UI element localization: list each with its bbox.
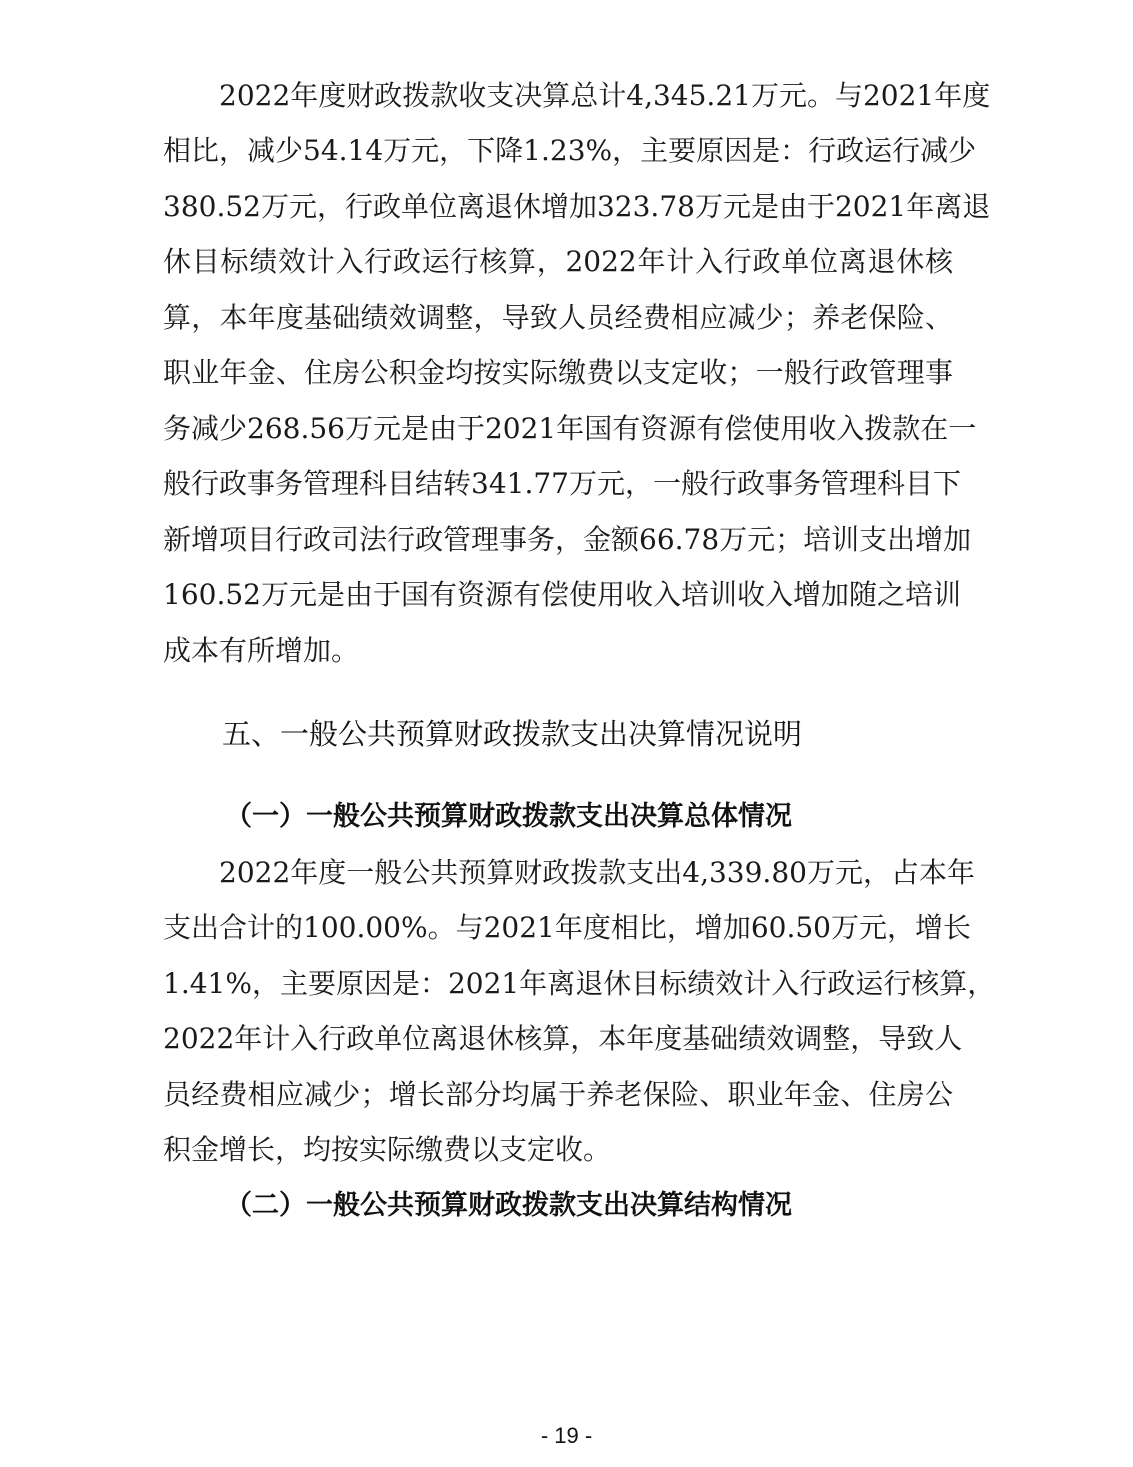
paragraph-2-line-3: 1.41%，主要原因是：2021年离退休目标绩效计入行政运行核算， — [163, 967, 996, 1000]
paragraph-2-line-1: 2022年度一般公共预算财政拨款支出4,339.80万元，占本年 — [219, 856, 975, 889]
paragraph-1-line-6: 职业年金、住房公积金均按实际缴费以支定收；一般行政管理事 — [163, 356, 953, 389]
paragraph-1-line-7: 务减少268.56万元是由于2021年国有资源有偿使用收入拨款在一 — [163, 412, 977, 445]
subsection-1-title: （一）一般公共预算财政拨款支出决算总体情况 — [225, 801, 792, 832]
paragraph-2-line-6: 积金增长，均按实际缴费以支定收。 — [163, 1133, 612, 1166]
paragraph-1-line-4: 休目标绩效计入行政运行核算，2022年计入行政单位离退休核 — [163, 245, 953, 278]
paragraph-2-line-2: 支出合计的100.00%。与2021年度相比，增加60.50万元，增长 — [163, 911, 971, 944]
paragraph-1-line-11: 成本有所增加。 — [163, 634, 360, 667]
paragraph-2-line-5: 员经费相应减少；增长部分均属于养老保险、职业年金、住房公 — [163, 1078, 953, 1111]
paragraph-1-line-2: 相比，减少54.14万元，下降1.23%，主要原因是：行政运行减少 — [163, 134, 977, 167]
paragraph-1-line-10: 160.52万元是由于国有资源有偿使用收入培训收入增加随之培训 — [163, 578, 961, 611]
page-number: - 19 - — [540, 1423, 593, 1448]
paragraph-1-line-1: 2022年度财政拨款收支决算总计4,345.21万元。与2021年度 — [219, 79, 991, 112]
paragraph-1-line-8: 般行政事务管理科目结转341.77万元，一般行政事务管理科目下 — [163, 467, 961, 500]
paragraph-1-line-9: 新增项目行政司法行政管理事务，金额66.78万元；培训支出增加 — [163, 523, 972, 556]
section-title: 五、一般公共预算财政拨款支出决算情况说明 — [222, 717, 803, 751]
subsection-2-title: （二）一般公共预算财政拨款支出决算结构情况 — [225, 1190, 792, 1221]
paragraph-1-line-3: 380.52万元，行政单位离退休增加323.78万元是由于2021年离退 — [163, 190, 991, 223]
paragraph-2-line-4: 2022年计入行政单位离退休核算，本年度基础绩效调整，导致人 — [163, 1022, 963, 1055]
paragraph-1-line-5: 算，本年度基础绩效调整，导致人员经费相应减少；养老保险、 — [163, 301, 953, 334]
